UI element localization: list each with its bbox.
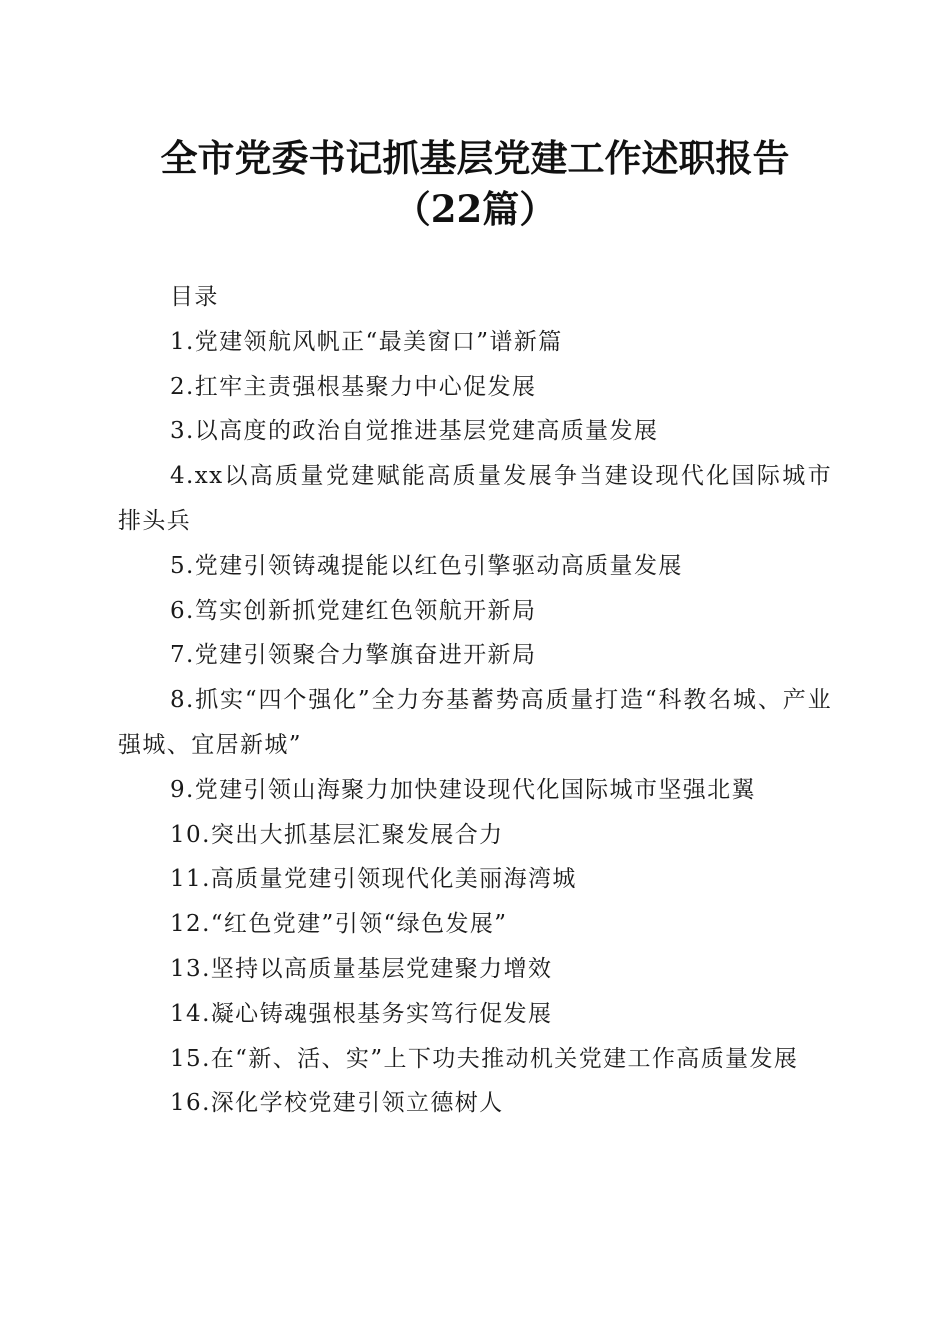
toc-heading: 目录 (170, 284, 219, 310)
table-of-contents (118, 275, 832, 1126)
toc-item: 2.扛牢主责强根基聚力中心促发展 (170, 373, 537, 400)
toc-item: 1.党建领航风帆正“最美窗口”谱新篇 (170, 328, 563, 355)
toc-item: 9.党建引领山海聚力加快建设现代化国际城市坚强北翼 (170, 776, 756, 803)
toc-item: 3.以高度的政治自觉推进基层党建高质量发展 (170, 418, 659, 445)
toc-item: 12.“红色党建”引领“绿色发展” (170, 911, 508, 938)
toc-item: 15.在“新、活、实”上下功夫推动机关党建工作高质量发展 (170, 1045, 799, 1072)
document-title: 全市党委书记抓基层党建工作述职报告（22篇） (160, 136, 790, 231)
toc-item: 8.抓实“四个强化”全力夯基蓄势高质量打造“科教名城、产业强城、宜居新城” (118, 687, 832, 758)
toc-item: 13.坚持以高质量基层党建聚力增效 (170, 955, 553, 982)
toc-item: 10.突出大抓基层汇聚发展合力 (170, 821, 504, 848)
toc-item: 6.笃实创新抓党建红色领航开新局 (170, 597, 537, 624)
toc-item: 16.深化学校党建引领立德树人 (170, 1090, 504, 1117)
toc-item: 5.党建引领铸魂提能以红色引擎驱动高质量发展 (170, 552, 683, 579)
toc-item: 11.高质量党建引领现代化美丽海湾城 (170, 866, 577, 893)
toc-item: 14.凝心铸魂强根基务实笃行促发展 (170, 1000, 553, 1027)
toc-item: 4.xx以高质量党建赋能高质量发展争当建设现代化国际城市排头兵 (118, 463, 832, 534)
toc-item: 7.党建引领聚合力擎旗奋进开新局 (170, 642, 537, 669)
